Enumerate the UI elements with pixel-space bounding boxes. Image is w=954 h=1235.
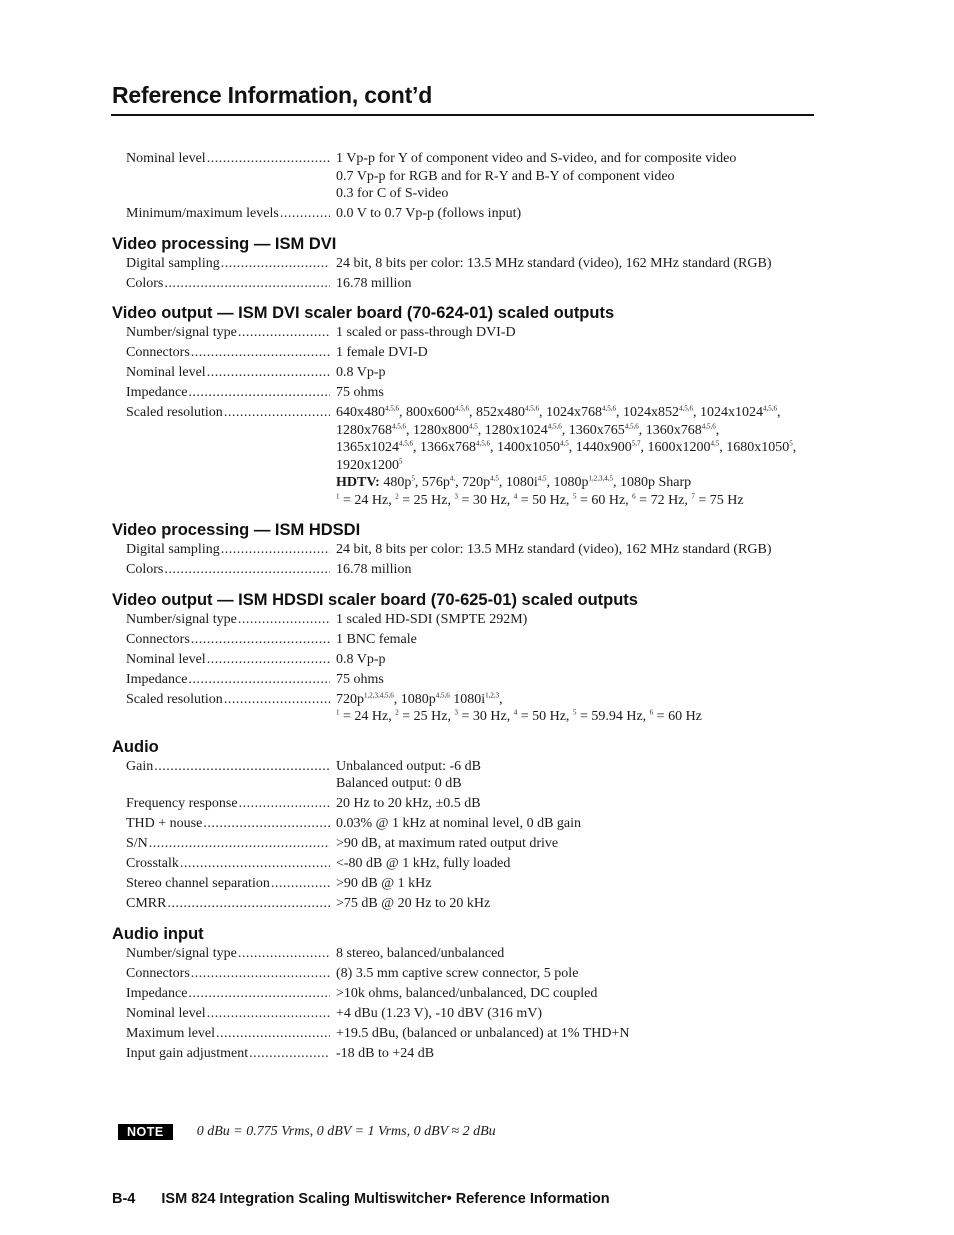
section-heading-video-output-hdsdi: Video output — ISM HDSDI scaler board (70-625-01) scaled outputs bbox=[112, 590, 638, 609]
footnote-marker: 2 bbox=[395, 708, 399, 717]
spec-value: 75 ohms bbox=[336, 671, 384, 687]
leader-dots bbox=[207, 1005, 330, 1023]
spec-row bbox=[112, 895, 814, 913]
leader-dots bbox=[216, 1025, 330, 1043]
page-footer bbox=[112, 1191, 610, 1207]
refresh-footnote: $^1$ = 24 Hz, $^2$ = 25 Hz, $^3$ = 30 Hz, $^4$ = 50 Hz, $^5$ = 59.94 Hz, $^6$ = 60 Hz bbox=[336, 708, 702, 724]
spec-row bbox=[112, 1045, 814, 1063]
leader-dots bbox=[191, 631, 330, 649]
leader-dots bbox=[164, 561, 330, 579]
leader-dots bbox=[188, 985, 330, 1003]
section-heading-audio-input: Audio input bbox=[112, 924, 204, 943]
spec-label: S/N bbox=[126, 836, 148, 851]
spec-row bbox=[112, 1025, 814, 1043]
footnote-marker: 3 bbox=[454, 491, 458, 500]
spec-value: 1 scaled HD-SDI (SMPTE 292M) bbox=[336, 611, 528, 627]
spec-value: 1 BNC female bbox=[336, 631, 417, 647]
spec-list-top bbox=[112, 150, 814, 223]
leader-dots bbox=[238, 945, 330, 963]
spec-row bbox=[112, 965, 814, 983]
leader-dots bbox=[188, 384, 330, 402]
spec-value: 0.3 for C of S-video bbox=[336, 186, 449, 201]
footnote-marker: 4,5 bbox=[560, 439, 569, 448]
footnote-marker: 4,5,6 bbox=[455, 404, 469, 413]
footnote-marker: 5 bbox=[411, 474, 415, 483]
spec-row bbox=[112, 205, 814, 223]
spec-value: 8 stereo, balanced/unbalanced bbox=[336, 945, 505, 961]
footnote-marker: 4,5 bbox=[710, 439, 720, 448]
spec-row bbox=[112, 611, 814, 629]
spec-label: Scaled resolution bbox=[126, 405, 223, 420]
leader-dots bbox=[191, 344, 330, 362]
leader-dots bbox=[280, 205, 330, 223]
spec-row bbox=[112, 364, 814, 382]
footnote-marker: 4,5 bbox=[490, 474, 499, 483]
spec-value: 24 bit, 8 bits per color: 13.5 MHz standard (video), 162 MHz standard (RGB) bbox=[336, 255, 772, 271]
spec-list-video-output-dvi bbox=[112, 324, 814, 509]
footnote-marker: 4,5,6 bbox=[701, 421, 716, 430]
footnote-marker: 6 bbox=[632, 491, 636, 500]
footer-title: ISM 824 Integration Scaling Multiswitcher• Reference Information bbox=[161, 1191, 610, 1207]
footnote-marker: 4,5,6 bbox=[476, 439, 490, 448]
hdtv-line bbox=[336, 474, 814, 492]
spec-row bbox=[112, 758, 814, 793]
footnote-marker: 4,5 bbox=[469, 421, 478, 430]
spec-value: 24 bit, 8 bits per color: 13.5 MHz standard (video), 162 MHz standard (RGB) bbox=[336, 542, 772, 557]
spec-value: 0.0 V to 0.7 Vp-p (follows input) bbox=[336, 206, 522, 221]
leader-dots bbox=[271, 875, 330, 893]
spec-value: 16.78 million bbox=[336, 275, 412, 291]
leader-dots bbox=[180, 855, 330, 873]
spec-value: <-80 dB @ 1 kHz, fully loaded bbox=[336, 856, 511, 871]
spec-row bbox=[112, 344, 814, 362]
footnote-marker: 4,5,6 bbox=[399, 439, 413, 448]
footnote-marker: 4,5,6 bbox=[385, 404, 399, 413]
spec-row bbox=[112, 275, 814, 293]
spec-label: Number/signal type bbox=[126, 325, 237, 340]
spec-label: Number/signal type bbox=[126, 611, 237, 627]
spec-list-audio bbox=[112, 758, 814, 913]
spec-content bbox=[112, 150, 814, 1065]
footnote-marker: 4, bbox=[449, 474, 456, 483]
leader-dots bbox=[239, 795, 330, 813]
spec-value: 0.7 Vp-p for RGB and for R-Y and B-Y of component video bbox=[336, 168, 675, 184]
footnote-marker: 4,5,6 bbox=[525, 404, 539, 413]
leader-dots bbox=[191, 965, 330, 983]
spec-label: Connectors bbox=[126, 345, 190, 360]
leader-dots bbox=[224, 691, 330, 726]
spec-label: Digital sampling bbox=[126, 542, 220, 557]
footnote-marker: 1 bbox=[336, 491, 340, 500]
spec-value: >90 dB, at maximum rated output drive bbox=[336, 836, 559, 851]
spec-value: (8) 3.5 mm captive screw connector, 5 pole bbox=[336, 965, 579, 981]
footnote-marker: 5 bbox=[572, 708, 577, 717]
spec-value: +4 dBu (1.23 V), -10 dBV (316 mV) bbox=[336, 1005, 543, 1021]
spec-row bbox=[112, 1005, 814, 1023]
spec-label: Gain bbox=[126, 758, 154, 774]
spec-label: Connectors bbox=[126, 965, 190, 981]
page-title: Reference Information, cont’d bbox=[112, 82, 433, 108]
spec-label: Nominal level bbox=[126, 365, 206, 380]
spec-label: Colors bbox=[126, 275, 164, 291]
leader-dots bbox=[188, 671, 330, 689]
footnote-marker: 4 bbox=[513, 491, 518, 500]
leader-dots bbox=[149, 835, 330, 853]
spec-label: Stereo channel separation bbox=[126, 876, 270, 891]
spec-label: Digital sampling bbox=[126, 255, 220, 271]
spec-label: Nominal level bbox=[126, 151, 206, 166]
section-heading-audio: Audio bbox=[112, 737, 159, 756]
spec-value: Unbalanced output: -6 dB bbox=[336, 758, 482, 774]
footnote-marker: 5 bbox=[789, 439, 793, 448]
spec-row bbox=[112, 541, 814, 559]
footnote-marker: 7 bbox=[691, 491, 695, 500]
spec-row bbox=[112, 631, 814, 649]
footnote-marker: 4 bbox=[513, 708, 518, 717]
footnote-marker: 1,2,3,4,5 bbox=[588, 474, 613, 483]
leader-dots bbox=[221, 541, 330, 559]
spec-row bbox=[112, 875, 814, 893]
leader-dots bbox=[167, 895, 330, 913]
leader-dots bbox=[238, 324, 330, 342]
spec-list-audio-input bbox=[112, 945, 814, 1063]
spec-label: Colors bbox=[126, 562, 164, 577]
spec-value: 0.03% @ 1 kHz at nominal level, 0 dB gain bbox=[336, 816, 582, 831]
spec-row bbox=[112, 255, 814, 273]
leader-dots bbox=[207, 364, 330, 382]
spec-row bbox=[112, 855, 814, 873]
resolution-line: 1365x1024$^{4,5,6}$, 1366x768$^{4,5,6}$, 1400x1050$^{4,5}$, 1440x900$^{5,7}$, 1600x1200$^{4,5}$, 1680x1050$^5$, bbox=[336, 439, 797, 455]
footnote-marker: 6 bbox=[649, 708, 654, 717]
spec-label: Input gain adjustment bbox=[126, 1045, 249, 1061]
footnote-marker: 1 bbox=[336, 708, 340, 717]
footnote-marker: 4,5,6 bbox=[435, 690, 450, 699]
spec-value: 1 scaled or pass-through DVI-D bbox=[336, 325, 516, 340]
spec-value: 75 ohms bbox=[336, 385, 384, 400]
footnote-marker: 4,5,6 bbox=[763, 404, 777, 413]
leader-dots bbox=[224, 404, 330, 509]
spec-label: Frequency response bbox=[126, 796, 238, 811]
spec-row bbox=[112, 795, 814, 813]
title-divider bbox=[111, 114, 814, 116]
spec-list-video-output-hdsdi bbox=[112, 611, 814, 726]
spec-row bbox=[112, 985, 814, 1003]
spec-row bbox=[112, 384, 814, 402]
hdtv-label: HDTV: bbox=[336, 475, 380, 490]
spec-row bbox=[112, 324, 814, 342]
footnote-marker: 1,2,3,4,5,6 bbox=[364, 690, 394, 699]
spec-value: 1 Vp-p for Y of component video and S-video, and for composite video bbox=[336, 151, 737, 166]
spec-row-scaled-resolution bbox=[112, 404, 814, 509]
spec-label: Impedance bbox=[126, 385, 188, 400]
footnote-marker: 4,5,6 bbox=[624, 421, 639, 430]
spec-label: Nominal level bbox=[126, 1005, 206, 1021]
spec-value: Balanced output: 0 dB bbox=[336, 776, 462, 791]
spec-value: 0.8 Vp-p bbox=[336, 365, 386, 380]
leader-dots bbox=[207, 150, 330, 203]
hdtv-values: $480p^5$, $576p^{4,}$, $720p^{4,5}$, $1080i^{4,5}$, $1080p^{1,2,3,4,5}$, 1080p Sharp bbox=[379, 474, 692, 490]
spec-label: Crosstalk bbox=[126, 856, 179, 871]
spec-value: 1 female DVI-D bbox=[336, 345, 428, 360]
note-text: 0 dBu = 0.775 Vrms, 0 dBV = 1 Vrms, 0 dBV ≈ 2 dBu bbox=[196, 1124, 496, 1139]
leader-dots bbox=[207, 651, 330, 669]
note bbox=[118, 1124, 496, 1140]
leader-dots bbox=[249, 1045, 330, 1063]
spec-row bbox=[112, 945, 814, 963]
spec-label: Nominal level bbox=[126, 651, 206, 667]
footnote-marker: 4,5,6 bbox=[392, 421, 406, 430]
spec-value: 0.8 Vp-p bbox=[336, 651, 386, 667]
spec-row bbox=[112, 561, 814, 579]
spec-row bbox=[112, 671, 814, 689]
resolution-line: 1280x768$^{4,5,6}$, 1280x800$^{4,5}$, 1280x1024$^{4,5,6}$, 1360x765$^{4,5,6}$, 1360x768$^{4,5,6}$, bbox=[336, 421, 720, 438]
spec-value: +19.5 dBu, (balanced or unbalanced) at 1% THD+N bbox=[336, 1025, 630, 1041]
spec-label: Maximum level bbox=[126, 1025, 216, 1041]
resolution-line: $720p^{1,2,3,4,5,6}$, $1080p^{4,5,6}$ $1080i^{1,2,3}$, bbox=[336, 690, 503, 707]
spec-row bbox=[112, 651, 814, 669]
section-heading-video-processing-hdsdi: Video processing — ISM HDSDI bbox=[112, 521, 361, 539]
spec-list-video-processing-dvi bbox=[112, 255, 814, 293]
footnote-marker: 3 bbox=[454, 708, 458, 717]
spec-row bbox=[112, 150, 814, 203]
spec-label: Number/signal type bbox=[126, 945, 237, 961]
footnote-marker: 4,5,6 bbox=[679, 404, 693, 413]
leader-dots bbox=[203, 815, 330, 833]
footnote-marker: 5,7 bbox=[631, 439, 641, 448]
leader-dots bbox=[154, 758, 330, 793]
note-badge: NOTE bbox=[118, 1124, 173, 1140]
spec-label: Impedance bbox=[126, 985, 188, 1001]
spec-value: 16.78 million bbox=[336, 562, 412, 577]
spec-label: Impedance bbox=[126, 671, 188, 687]
spec-label: CMRR bbox=[126, 896, 167, 911]
spec-value: 20 Hz to 20 kHz, ±0.5 dB bbox=[336, 796, 481, 811]
footnote-marker: 4,5,6 bbox=[602, 404, 616, 413]
resolution-line: 640x480$^{4,5,6}$, 800x600$^{4,5,6}$, 852x480$^{4,5,6}$, 1024x768$^{4,5,6}$, 1024x852$^{4,5,6}$, 1024x1024$^{4,5,6}$, bbox=[336, 404, 781, 420]
footnote-marker: 2 bbox=[395, 491, 399, 500]
spec-label: Connectors bbox=[126, 631, 190, 647]
spec-row bbox=[112, 815, 814, 833]
leader-dots bbox=[238, 611, 330, 629]
footnote-marker: 5 bbox=[399, 456, 403, 465]
spec-value: -18 dB to +24 dB bbox=[336, 1045, 435, 1061]
footnote-marker: 1,2,3 bbox=[485, 690, 500, 699]
leader-dots bbox=[221, 255, 330, 273]
resolution-line: 1920x1200$^5$ bbox=[336, 456, 403, 473]
spec-label: THD + nouse bbox=[126, 816, 203, 831]
spec-value: >90 dB @ 1 kHz bbox=[336, 876, 432, 891]
page-number: B-4 bbox=[112, 1191, 136, 1207]
spec-list-video-processing-hdsdi bbox=[112, 541, 814, 579]
footnote-marker: 4,5,6 bbox=[547, 421, 562, 430]
leader-dots bbox=[164, 275, 330, 293]
spec-row-scaled-resolution bbox=[112, 691, 814, 726]
refresh-footnote: $^1$ = 24 Hz, $^2$ = 25 Hz, $^3$ = 30 Hz, $^4$ = 50 Hz, $^5$ = 60 Hz, $^6$ = 72 Hz, $^7$ = 75 Hz bbox=[336, 491, 744, 508]
spec-row bbox=[112, 835, 814, 853]
footnote-marker: 5 bbox=[572, 491, 577, 500]
spec-value: >10k ohms, balanced/unbalanced, DC coupled bbox=[336, 985, 598, 1001]
section-heading-video-processing-dvi: Video processing — ISM DVI bbox=[112, 234, 337, 253]
spec-label: Minimum/maximum levels bbox=[126, 206, 279, 221]
section-heading-video-output-dvi: Video output — ISM DVI scaler board (70-624-01) scaled outputs bbox=[112, 304, 615, 322]
spec-value: >75 dB @ 20 Hz to 20 kHz bbox=[336, 896, 491, 911]
footnote-marker: 4,5 bbox=[537, 474, 547, 483]
spec-label: Scaled resolution bbox=[126, 691, 223, 707]
